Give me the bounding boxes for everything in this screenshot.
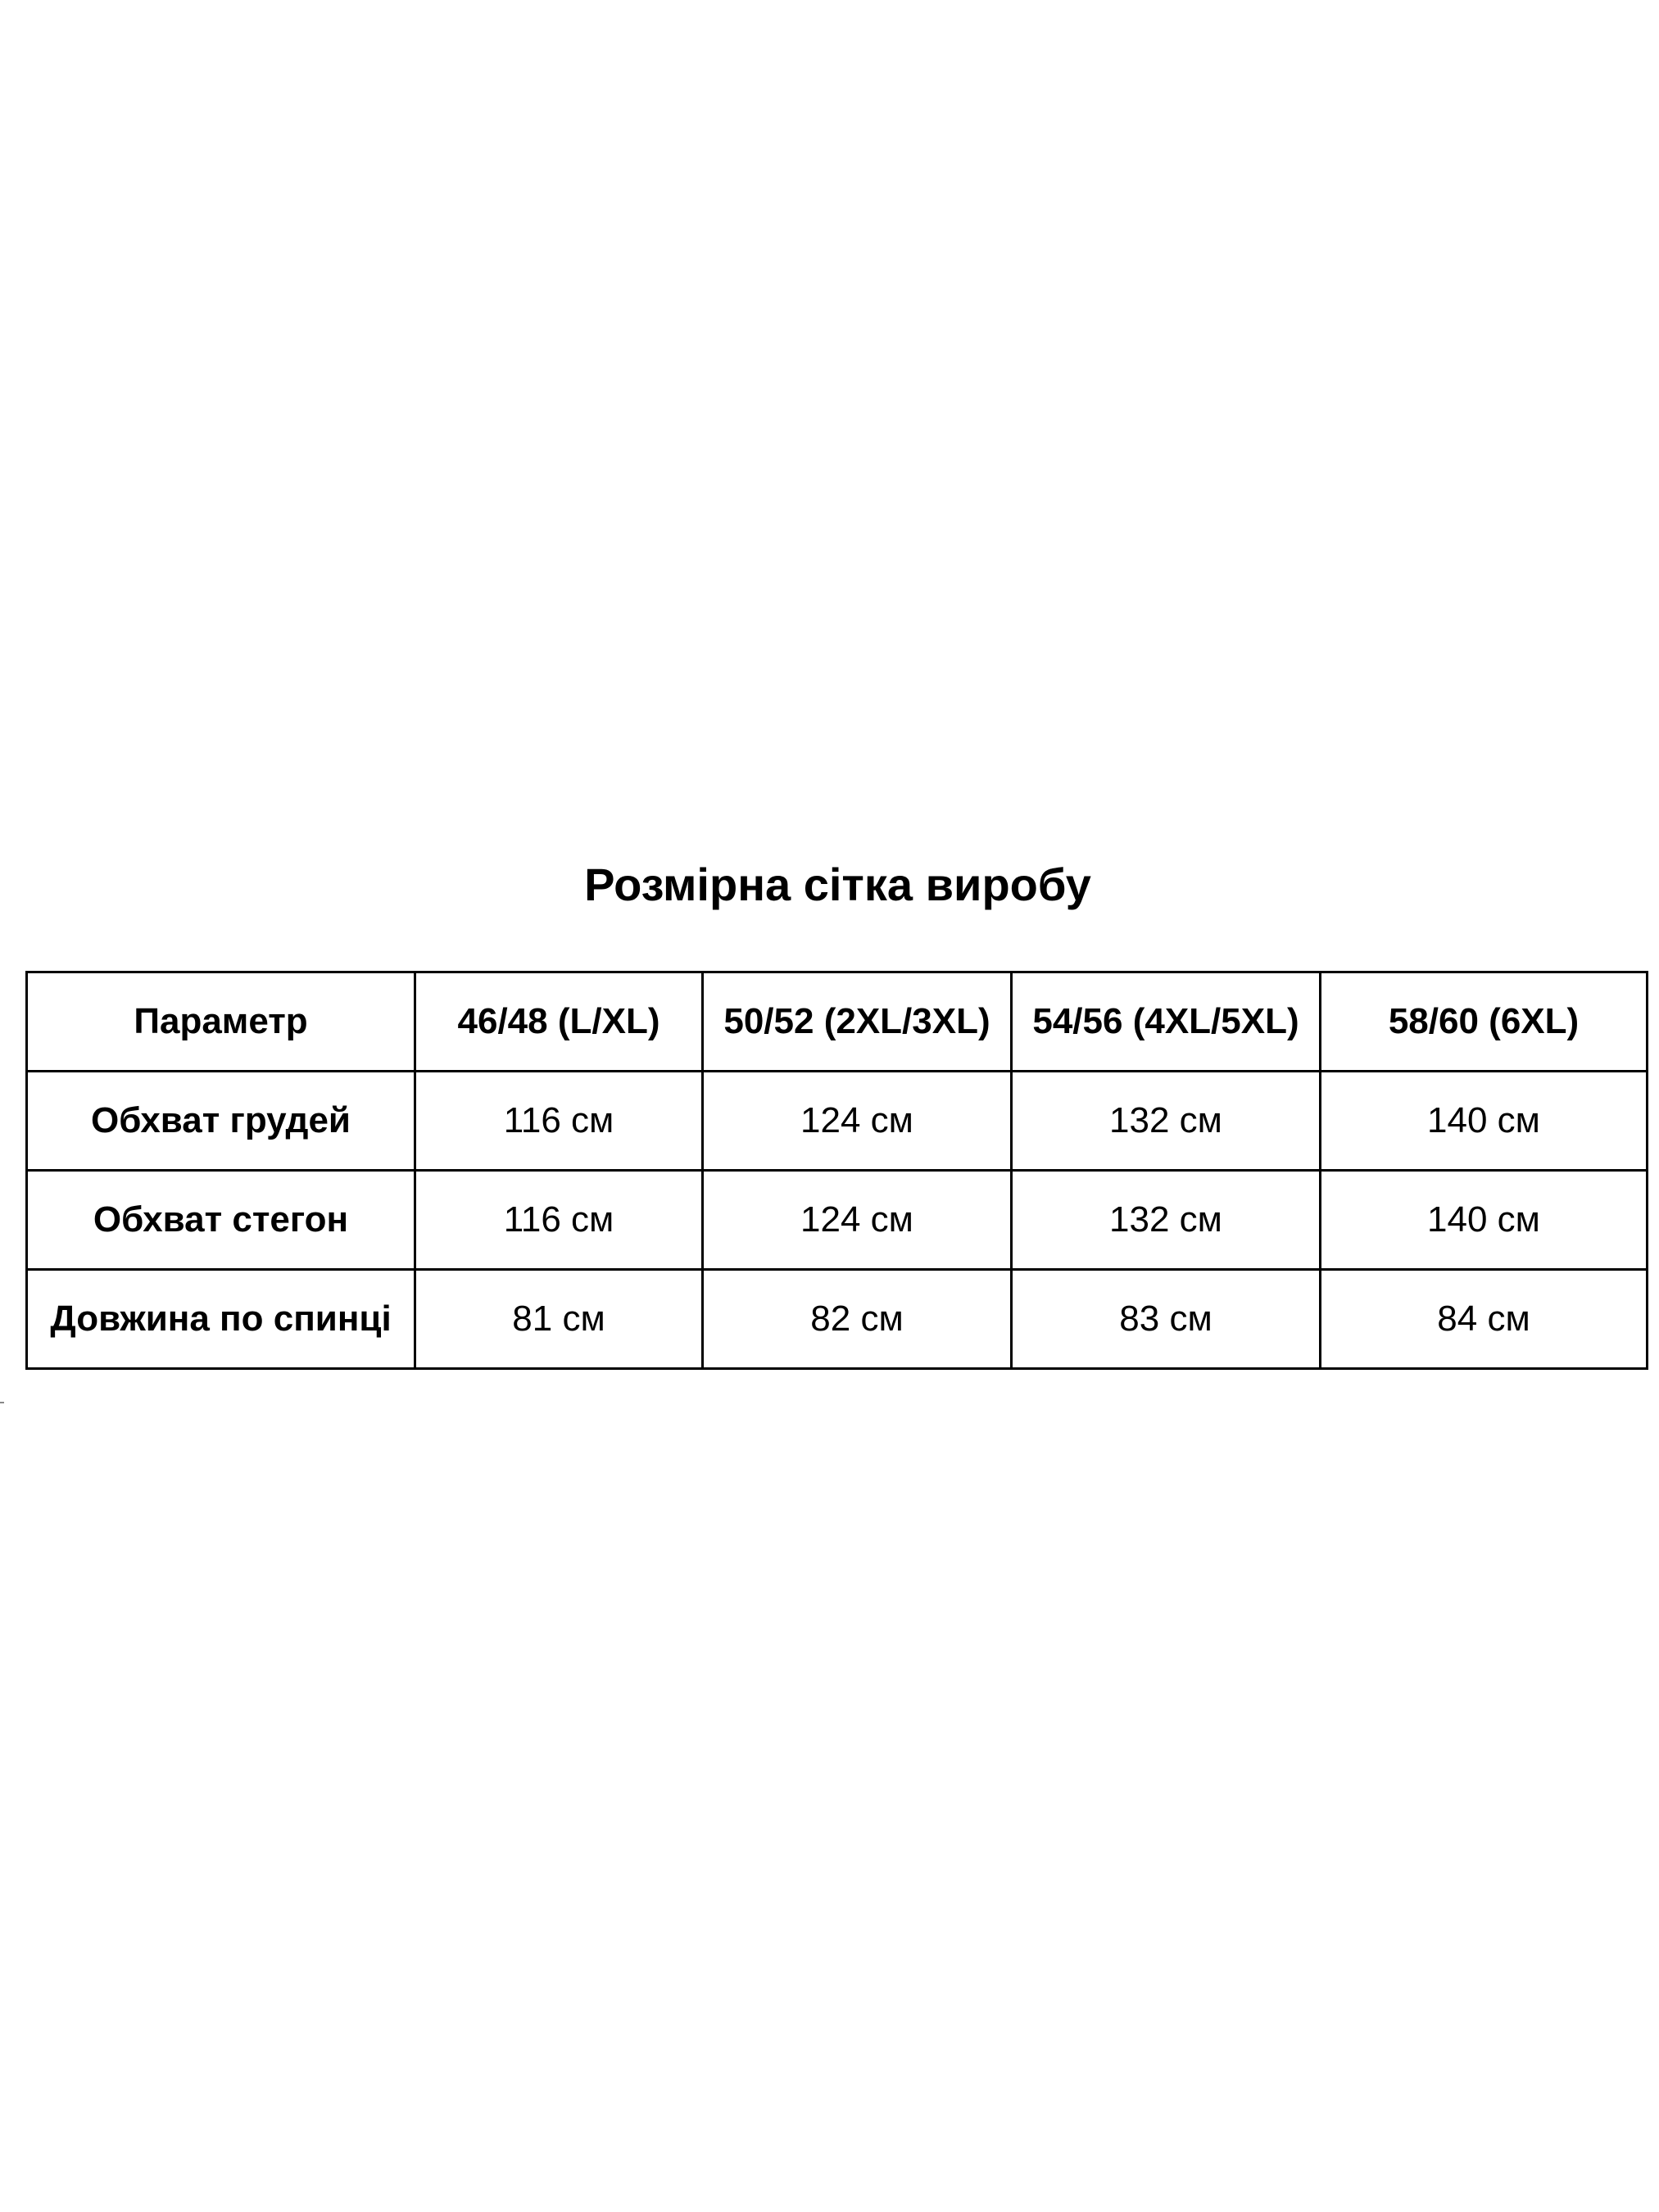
table-cell: 82 см bbox=[703, 1270, 1012, 1369]
header-size-46-48: 46/48 (L/XL) bbox=[415, 972, 703, 1072]
table-cell: 116 см bbox=[415, 1072, 703, 1171]
row-label-back-length: Довжина по спинці bbox=[27, 1270, 415, 1369]
header-size-54-56: 54/56 (4XL/5XL) bbox=[1012, 972, 1321, 1072]
page-title: Розмірна сітка виробу bbox=[584, 859, 1091, 910]
table-cell: 81 см bbox=[415, 1270, 703, 1369]
table-cell: 83 см bbox=[1012, 1270, 1321, 1369]
table-row bbox=[27, 1072, 1648, 1171]
row-label-hips: Обхват стегон bbox=[27, 1171, 415, 1270]
edge-mark bbox=[0, 1402, 4, 1403]
table-cell: 84 см bbox=[1321, 1270, 1648, 1369]
table-cell: 116 см bbox=[415, 1171, 703, 1270]
table-row bbox=[27, 1270, 1648, 1369]
header-parameter: Параметр bbox=[27, 972, 415, 1072]
table-cell: 124 см bbox=[703, 1171, 1012, 1270]
table-cell: 140 см bbox=[1321, 1171, 1648, 1270]
table-row bbox=[27, 1171, 1648, 1270]
table-cell: 124 см bbox=[703, 1072, 1012, 1171]
table-cell: 132 см bbox=[1012, 1171, 1321, 1270]
header-size-58-60: 58/60 (6XL) bbox=[1321, 972, 1648, 1072]
size-chart-table bbox=[25, 971, 1648, 1370]
row-label-chest: Обхват грудей bbox=[27, 1072, 415, 1171]
table-cell: 132 см bbox=[1012, 1072, 1321, 1171]
table-cell: 140 см bbox=[1321, 1072, 1648, 1171]
table-header-row bbox=[27, 972, 1648, 1072]
header-size-50-52: 50/52 (2XL/3XL) bbox=[703, 972, 1012, 1072]
